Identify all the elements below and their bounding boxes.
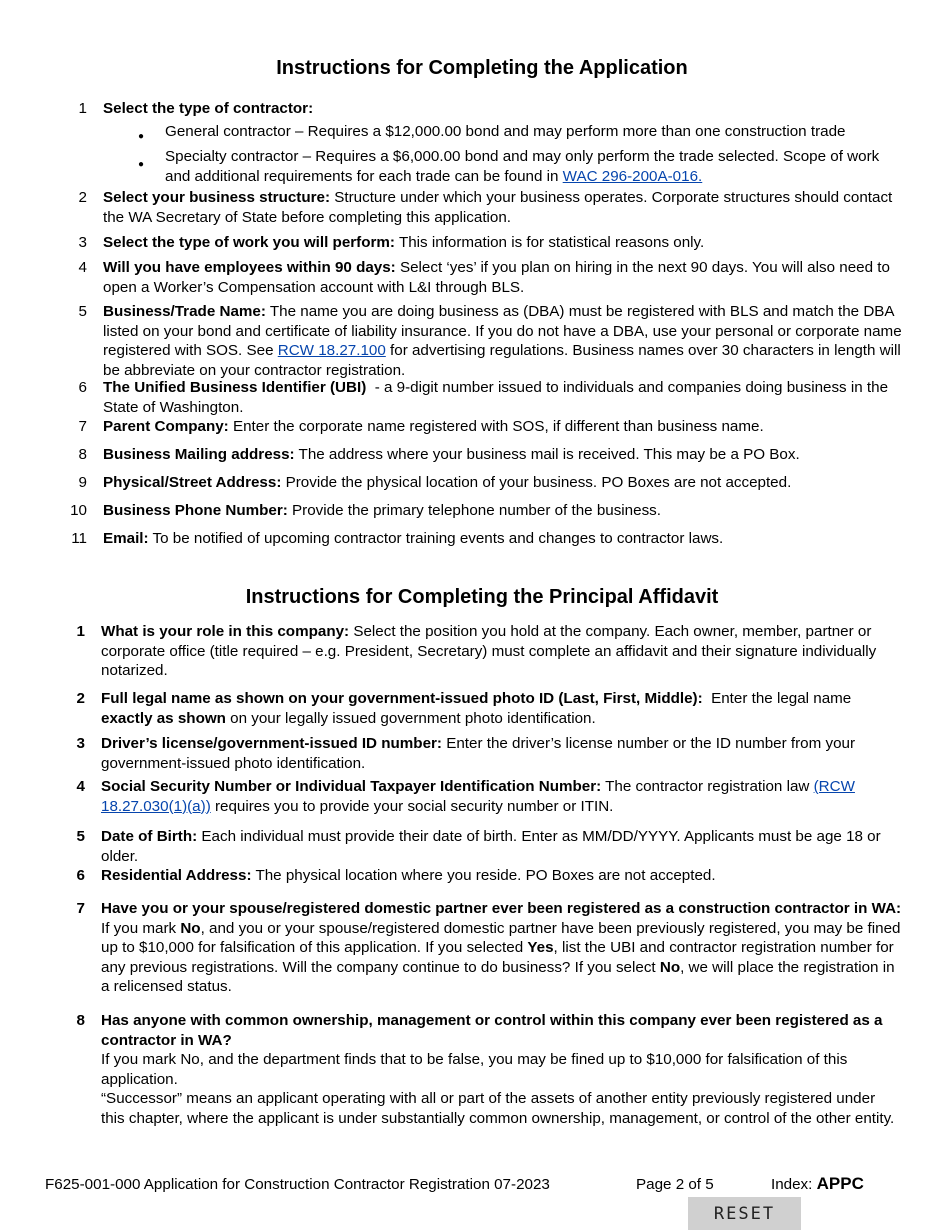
item-number: 2 <box>76 690 85 707</box>
item-heading: Date of Birth: <box>101 828 198 845</box>
item-heading: Full legal name as shown on your government-issued photo ID (Last, First, Middle): <box>101 690 703 707</box>
item-heading: Social Security Number or Individual Taxpayer Identification Number: <box>101 778 602 795</box>
item-text-continued: requires you to provide your social security number or ITIN. <box>210 797 614 815</box>
application-instructions-title: Instructions for Completing the Application <box>276 57 688 79</box>
item-number: 8 <box>76 1012 85 1029</box>
item-heading: Business Mailing address: <box>103 446 295 463</box>
item-number: 6 <box>78 379 87 396</box>
item-text: Structure under which your business operates. Corporate structures should contact the WA Secretary of State before completing this application. <box>103 189 893 226</box>
item-number: 3 <box>76 735 85 752</box>
item-text: Enter the driver’s license number or the ID number from your government-issued photo identification. <box>101 735 856 772</box>
item-text: - a 9-digit number issued to individuals and companies doing business in the State of Washington. <box>103 379 893 416</box>
item-number: 9 <box>78 474 87 491</box>
item-paragraph-falsification: If you mark No, and the department finds that to be false, you may be fined up to $10,000 for falsification of this application. <box>101 1051 848 1088</box>
item-heading: Business/Trade Name: <box>103 303 266 320</box>
item-number: 1 <box>78 100 87 117</box>
item-number: 4 <box>76 778 85 795</box>
item-number: 5 <box>78 303 87 320</box>
index-value: APPC <box>816 1174 864 1193</box>
page-number: Page 2 of 5 <box>636 1176 714 1193</box>
item-heading: Email: <box>103 530 149 547</box>
item-text: The physical location where you reside. PO Boxes are not accepted. <box>251 867 716 884</box>
item-text: Select ‘yes’ if you plan on hiring in the next 90 days. You will also need to open a Worker’s Compensation account with L&I through BLS. <box>103 259 890 296</box>
item-heading: Have you or your spouse/registered domestic partner ever been registered as a construction contractor in WA: <box>101 900 902 917</box>
item-emphasis: exactly as shown <box>101 709 226 727</box>
item-text: The contractor registration law <box>601 778 814 795</box>
form-id: F625-001-000 Application for Construction Contractor Registration 07-2023 <box>45 1176 550 1193</box>
item-text: Each individual must provide their date of birth. Enter as MM/DD/YYYY. Applicants must be age 18 or older. <box>101 828 881 865</box>
item-heading: Parent Company: <box>103 418 229 435</box>
item-text-continued: on your legally issued government photo identification. <box>225 709 596 727</box>
item-heading: Will you have employees within 90 days: <box>103 259 396 276</box>
item-number: 5 <box>76 828 85 845</box>
item-heading: Residential Address: <box>101 867 252 884</box>
item-heading: The Unified Business Identifier (UBI) <box>103 379 367 396</box>
item-number: 10 <box>70 502 87 519</box>
item-heading: Select the type of work you will perform: <box>103 234 395 251</box>
item-heading: Driver’s license/government-issued ID number: <box>101 735 442 752</box>
bullet-icon: ● <box>138 131 145 142</box>
item-emphasis: No <box>180 919 201 937</box>
bullet-icon: ● <box>138 159 145 170</box>
reset-button[interactable]: RESET <box>688 1197 801 1230</box>
item-text: The address where your business mail is received. This may be a PO Box. <box>294 446 800 463</box>
item-emphasis: Yes <box>527 939 554 956</box>
item-text: , list the UBI and contractor registration number for any previous registrations. Will the company continue to do business? If you select <box>101 939 894 976</box>
index-label: Index: <box>771 1176 813 1193</box>
item-text: This information is for statistical reasons only. <box>395 234 705 251</box>
item-heading: Has anyone with common ownership, management or control within this company ever been registered as a contractor in WA? <box>101 1012 883 1049</box>
item-text: Select the position you hold at the company. Each owner, member, partner or corporate office (title required – e.g. President, Secretary) must complete an affidavit and their signature individually notarized. <box>101 623 877 679</box>
item-text: , and you or your spouse/registered domestic partner have been previously registered, you may be fined up to $10,000 for falsification of this application. If you selected <box>101 919 901 956</box>
item-text: Provide the primary telephone number of the business. <box>287 502 661 519</box>
item-number: 8 <box>78 446 87 463</box>
item-number: 6 <box>76 867 85 884</box>
item-text: Enter the corporate name registered with SOS, if different than business name. <box>228 418 764 435</box>
item-number: 4 <box>78 259 87 276</box>
affidavit-instructions-title: Instructions for Completing the Principal Affidavit <box>245 586 719 608</box>
item-text: The name you are doing business as (DBA) must be registered with BLS and match the DBA listed on your bond and certificate of liability insurance. If you do not have a DBA, use your personal or corporate name registered with SOS. See <box>103 303 902 359</box>
item-heading: What is your role in this company: <box>101 623 350 640</box>
item-text-continued: for advertising regulations. Business names over 30 characters in length will be abbreviate on your contractor registration. <box>103 342 901 379</box>
item-number: 2 <box>78 189 87 206</box>
index-block <box>771 1174 864 1194</box>
item-text: Enter the legal name <box>702 690 856 707</box>
item-number: 1 <box>76 623 85 640</box>
item-heading: Select your business structure: <box>103 189 331 206</box>
item-heading: Select the type of contractor: <box>103 100 314 117</box>
item-number: 3 <box>78 234 87 251</box>
rcw-18-27-100-link[interactable]: RCW 18.27.100 <box>277 342 386 359</box>
item-paragraph-successor: “Successor” means an applicant operating with all or part of the assets of another entity previously registered under this chapter, where the applicant is under substantially common ownership, management, or control of the other entity. <box>101 1090 895 1127</box>
wac-link[interactable]: WAC 296-200A-016. <box>562 167 703 185</box>
item-text: , we will place the registration in a relicensed status. <box>101 958 895 995</box>
bullet-text: General contractor – Requires a $12,000.00 bond and may perform more than one construction trade <box>165 123 846 140</box>
item-text: Provide the physical location of your business. PO Boxes are not accepted. <box>281 474 792 491</box>
item-text: If you mark <box>101 919 181 937</box>
item-number: 11 <box>71 530 87 547</box>
item-number: 7 <box>76 900 85 917</box>
item-emphasis: No <box>659 958 681 976</box>
item-heading: Business Phone Number: <box>103 502 288 519</box>
item-text: To be notified of upcoming contractor training events and changes to contractor laws. <box>148 530 724 547</box>
item-number: 7 <box>78 418 87 435</box>
rcw-18-27-030-link[interactable]: (RCW 18.27.030(1)(a)) <box>101 778 855 815</box>
item-heading: Physical/Street Address: <box>103 474 282 491</box>
bullet-text: Specialty contractor – Requires a $6,000.00 bond and may only perform the trade selected. Scope of work and additional requirements for each trade can be found in <box>165 148 880 185</box>
